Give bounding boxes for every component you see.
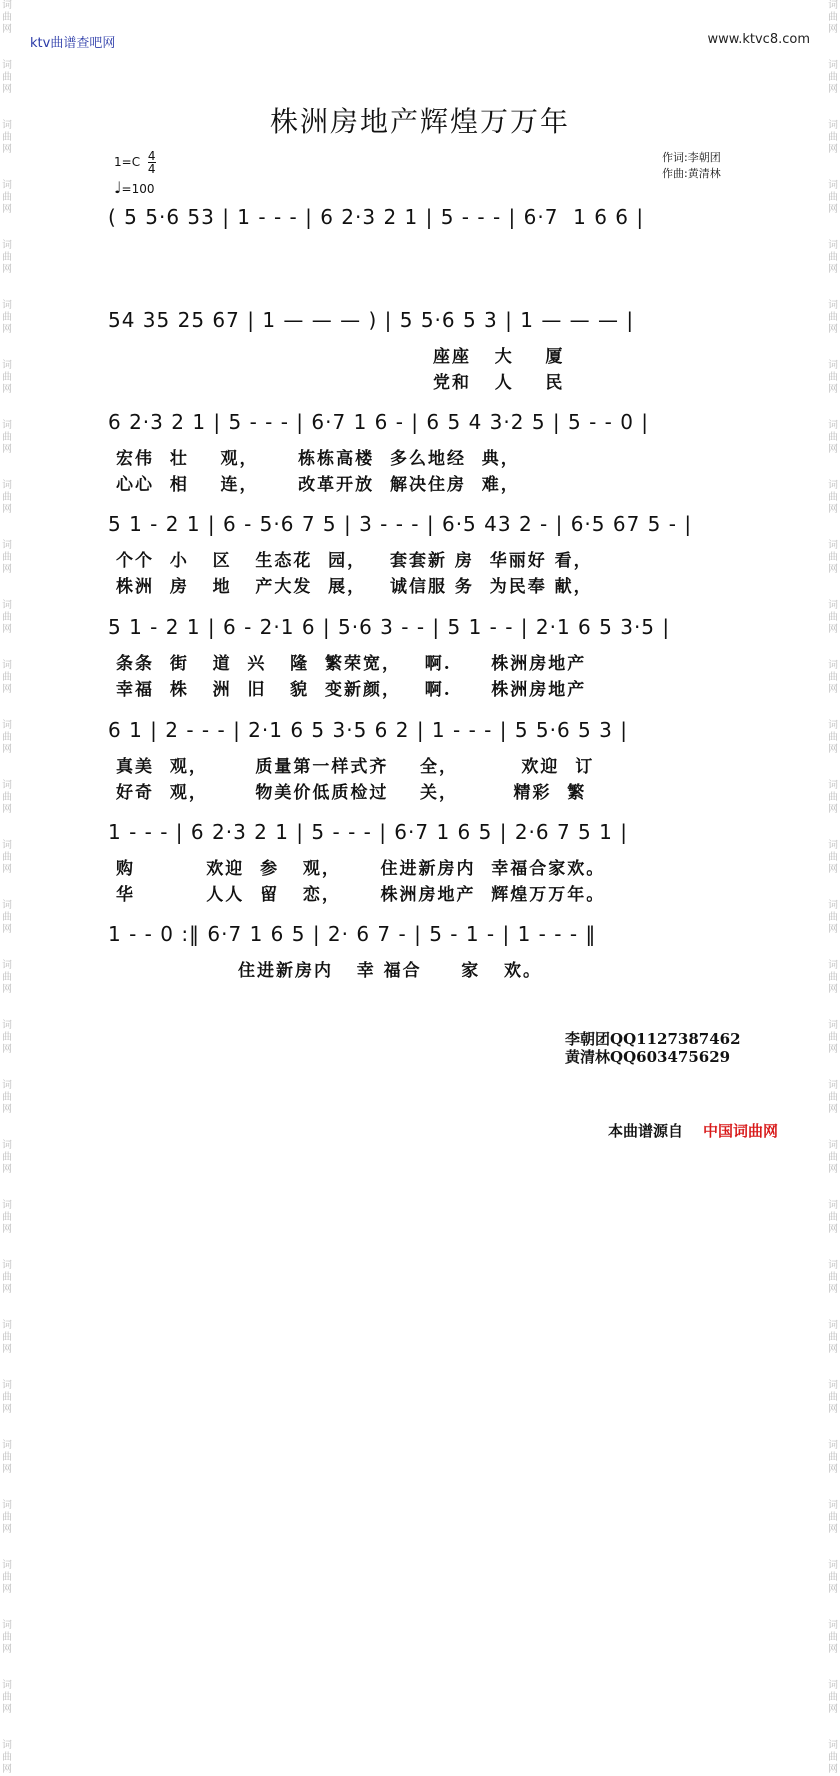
time-bottom: 4: [147, 162, 156, 176]
tempo-marking: [114, 178, 155, 197]
lyrics-line-1: 个个 小 区 生态花 园， 套套新 房 华丽好 看，: [116, 551, 593, 571]
lyricist: 作词:李朝团: [662, 151, 721, 164]
watermark-column-left: 词 曲 网 词 曲 网 词 曲 网 词 曲 网 词 曲 网 词 曲 网 词 曲 网 词 曲 网 词 曲 网 词 曲 网 词 曲 网 词 曲 网 词 曲 网 词 曲 网 词 曲 网 词 曲 网 词 曲 网 词 曲 网 词 曲 网 词 曲 网 词 曲 网 词 曲 网 词 曲 网 词 曲 网 词 曲 网 词 曲 网 词 曲 网 词 曲 网 词 曲 网 词 曲 网: [2, 0, 12, 1775]
lyrics-line-1: 座座 大 厦: [433, 347, 565, 367]
notation-row: 54 35 25 67 | 1 — — — ) | 5 5·6 5 3 | 1 — — — |: [108, 308, 635, 332]
quarter-note-icon: ♩: [114, 178, 122, 197]
lyrics-line-2: 心心 相 连， 改革开放 解决住房 难，: [116, 475, 520, 495]
lyrics-line-2: 株洲 房 地 产大发 展， 诚信服 务 为民奉 献，: [116, 577, 593, 597]
key-label: 1=C: [114, 155, 141, 169]
lyrics-line-2: 好奇 观， 物美价低质检过 关， 精彩 繁: [116, 783, 587, 803]
site-link-right[interactable]: www.ktvc8.com: [707, 32, 810, 47]
notation-row: 5 1 - 2 1 | 6 - 5·6 7 5 | 3 - - - | 6·5 43 2 - | 6·5 67 5 - |: [108, 512, 693, 536]
song-title: 株洲房地产辉煌万万年: [269, 105, 570, 138]
notation-row: 1 - - 0 :‖ 6·7 1 6 5 | 2· 6 7 - | 5 - 1 - | 1 - - - ‖: [108, 922, 597, 946]
lyrics-line-2: 幸福 株 洲 旧 貌 变新颜， 啊. 株洲房地产: [116, 680, 587, 700]
lyrics-line-1: 条条 街 道 兴 隆 繁荣宽， 啊. 株洲房地产: [116, 654, 587, 674]
lyrics-line-1: 购 欢迎 参 观， 住进新房内 幸福合家欢。: [116, 859, 606, 879]
notation-row: 6 2·3 2 1 | 5 - - - | 6·7 1 6 - | 6 5 4 3·2 5 | 5 - - 0 |: [108, 410, 650, 434]
lyrics-line-1: 真美 观， 质量第一样式齐 全， 欢迎 订: [116, 757, 595, 777]
notation-row: 6 1 | 2 - - - | 2·1 6 5 3·5 6 2 | 1 - - - | 5 5·6 5 3 |: [108, 718, 628, 742]
lyrics-line-2: 党和 人 民: [433, 373, 565, 393]
lyrics-line-1: 宏伟 壮 观， 栋栋高楼 多么地经 典，: [116, 449, 520, 469]
lyrics-line-2: 华 人人 留 恋， 株洲房地产 辉煌万万年。: [116, 885, 606, 905]
notation-row: 5 1 - 2 1 | 6 - 2·1 6 | 5·6 3 - - | 5 1 - - | 2·1 6 5 3·5 |: [108, 615, 671, 639]
site-link-left[interactable]: ktv曲谱查吧网: [30, 36, 116, 51]
contact-line-2: 黄清林QQ603475629: [565, 1048, 731, 1066]
source-label: 本曲谱源自: [608, 1122, 684, 1140]
source-credit: [608, 1120, 778, 1141]
tempo-value: =100: [121, 182, 155, 196]
time-top: 4: [147, 149, 156, 163]
source-site-link[interactable]: 中国词曲网: [703, 1122, 779, 1140]
notation-row: 1 - - - | 6 2·3 2 1 | 5 - - - | 6·7 1 6 5 | 2·6 7 5 1 |: [108, 820, 628, 844]
notation-row: ( 5 5·6 53 | 1 - - - | 6 2·3 2 1 | 5 - - - | 6·7 1 6 6 |: [108, 205, 645, 229]
watermark-column-right: 词 曲 网 词 曲 网 词 曲 网 词 曲 网 词 曲 网 词 曲 网 词 曲 网 词 曲 网 词 曲 网 词 曲 网 词 曲 网 词 曲 网 词 曲 网 词 曲 网 词 曲 网 词 曲 网 词 曲 网 词 曲 网 词 曲 网 词 曲 网 词 曲 网 词 曲 网 词 曲 网 词 曲 网 词 曲 网 词 曲 网 词 曲 网 词 曲 网 词 曲 网 词 曲 网: [828, 0, 838, 1775]
composer: 作曲:黄清林: [662, 167, 721, 180]
contact-info: [565, 1030, 741, 1066]
contact-line-1: 李朝团QQ1127387462: [565, 1030, 741, 1048]
credits: [662, 150, 721, 182]
time-signature: [148, 150, 156, 175]
key-signature: [114, 150, 156, 175]
lyrics-line-1: 住进新房内 幸 福合 家 欢。: [238, 961, 543, 981]
